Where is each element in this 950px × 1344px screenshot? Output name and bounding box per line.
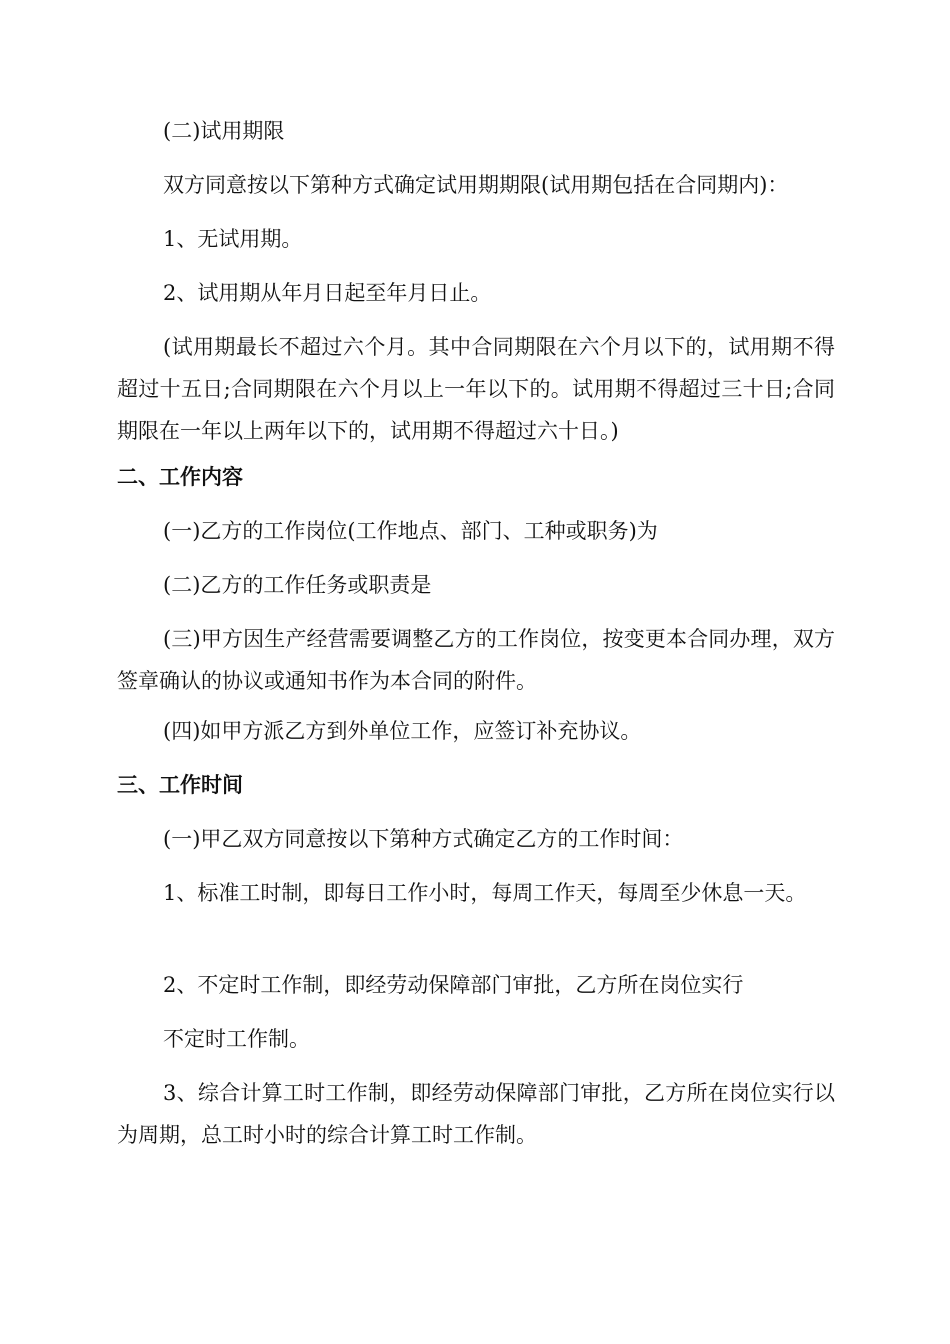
paragraph-flexible-hours-cont: 不定时工作制。 [163, 1027, 310, 1051]
probation-subheading: (二)试用期限 [163, 119, 285, 143]
section-heading-work-content: 二、工作内容 [117, 465, 243, 489]
paragraph-flexible-hours: 2、不定时工作制，即经劳动保障部门审批，乙方所在岗位实行 [163, 973, 744, 997]
paragraph-no-probation: 1、无试用期。 [163, 227, 303, 251]
paragraph-probation-limits: (试用期最长不超过六个月。其中合同期限在六个月以下的，试用期不得超过十五日;合同期限在六个月以上一年以下的。试用期不得超过三十日;合同期限在一年以上两年以下的，试用期不得超过六十日。) [117, 335, 835, 443]
paragraph-standard-hours: 1、标准工时制，即每日工作小时，每周工作天，每周至少休息一天。 [163, 881, 807, 905]
paragraph-probation-period: 2、试用期从年月日起至年月日止。 [163, 281, 492, 305]
paragraph-probation-method: 双方同意按以下第种方式确定试用期期限(试用期包括在合同期内)： [163, 173, 789, 197]
paragraph-external-assignment: (四)如甲方派乙方到外单位工作，应签订补充协议。 [163, 719, 642, 743]
paragraph-work-post: (一)乙方的工作岗位(工作地点、部门、工种或职务)为 [163, 519, 658, 543]
paragraph-post-adjustment: (三)甲方因生产经营需要调整乙方的工作岗位，按变更本合同办理，双方签章确认的协议或通知书作为本合同的附件。 [117, 627, 835, 693]
paragraph-work-time-method: (一)甲乙双方同意按以下第种方式确定乙方的工作时间： [163, 827, 684, 851]
paragraph-comprehensive-hours: 3、综合计算工时工作制，即经劳动保障部门审批，乙方所在岗位实行以为周期，总工时小时的综合计算工时工作制。 [117, 1081, 835, 1147]
paragraph-work-duties: (二)乙方的工作任务或职责是 [163, 573, 432, 597]
section-heading-work-time: 三、工作时间 [117, 773, 243, 797]
